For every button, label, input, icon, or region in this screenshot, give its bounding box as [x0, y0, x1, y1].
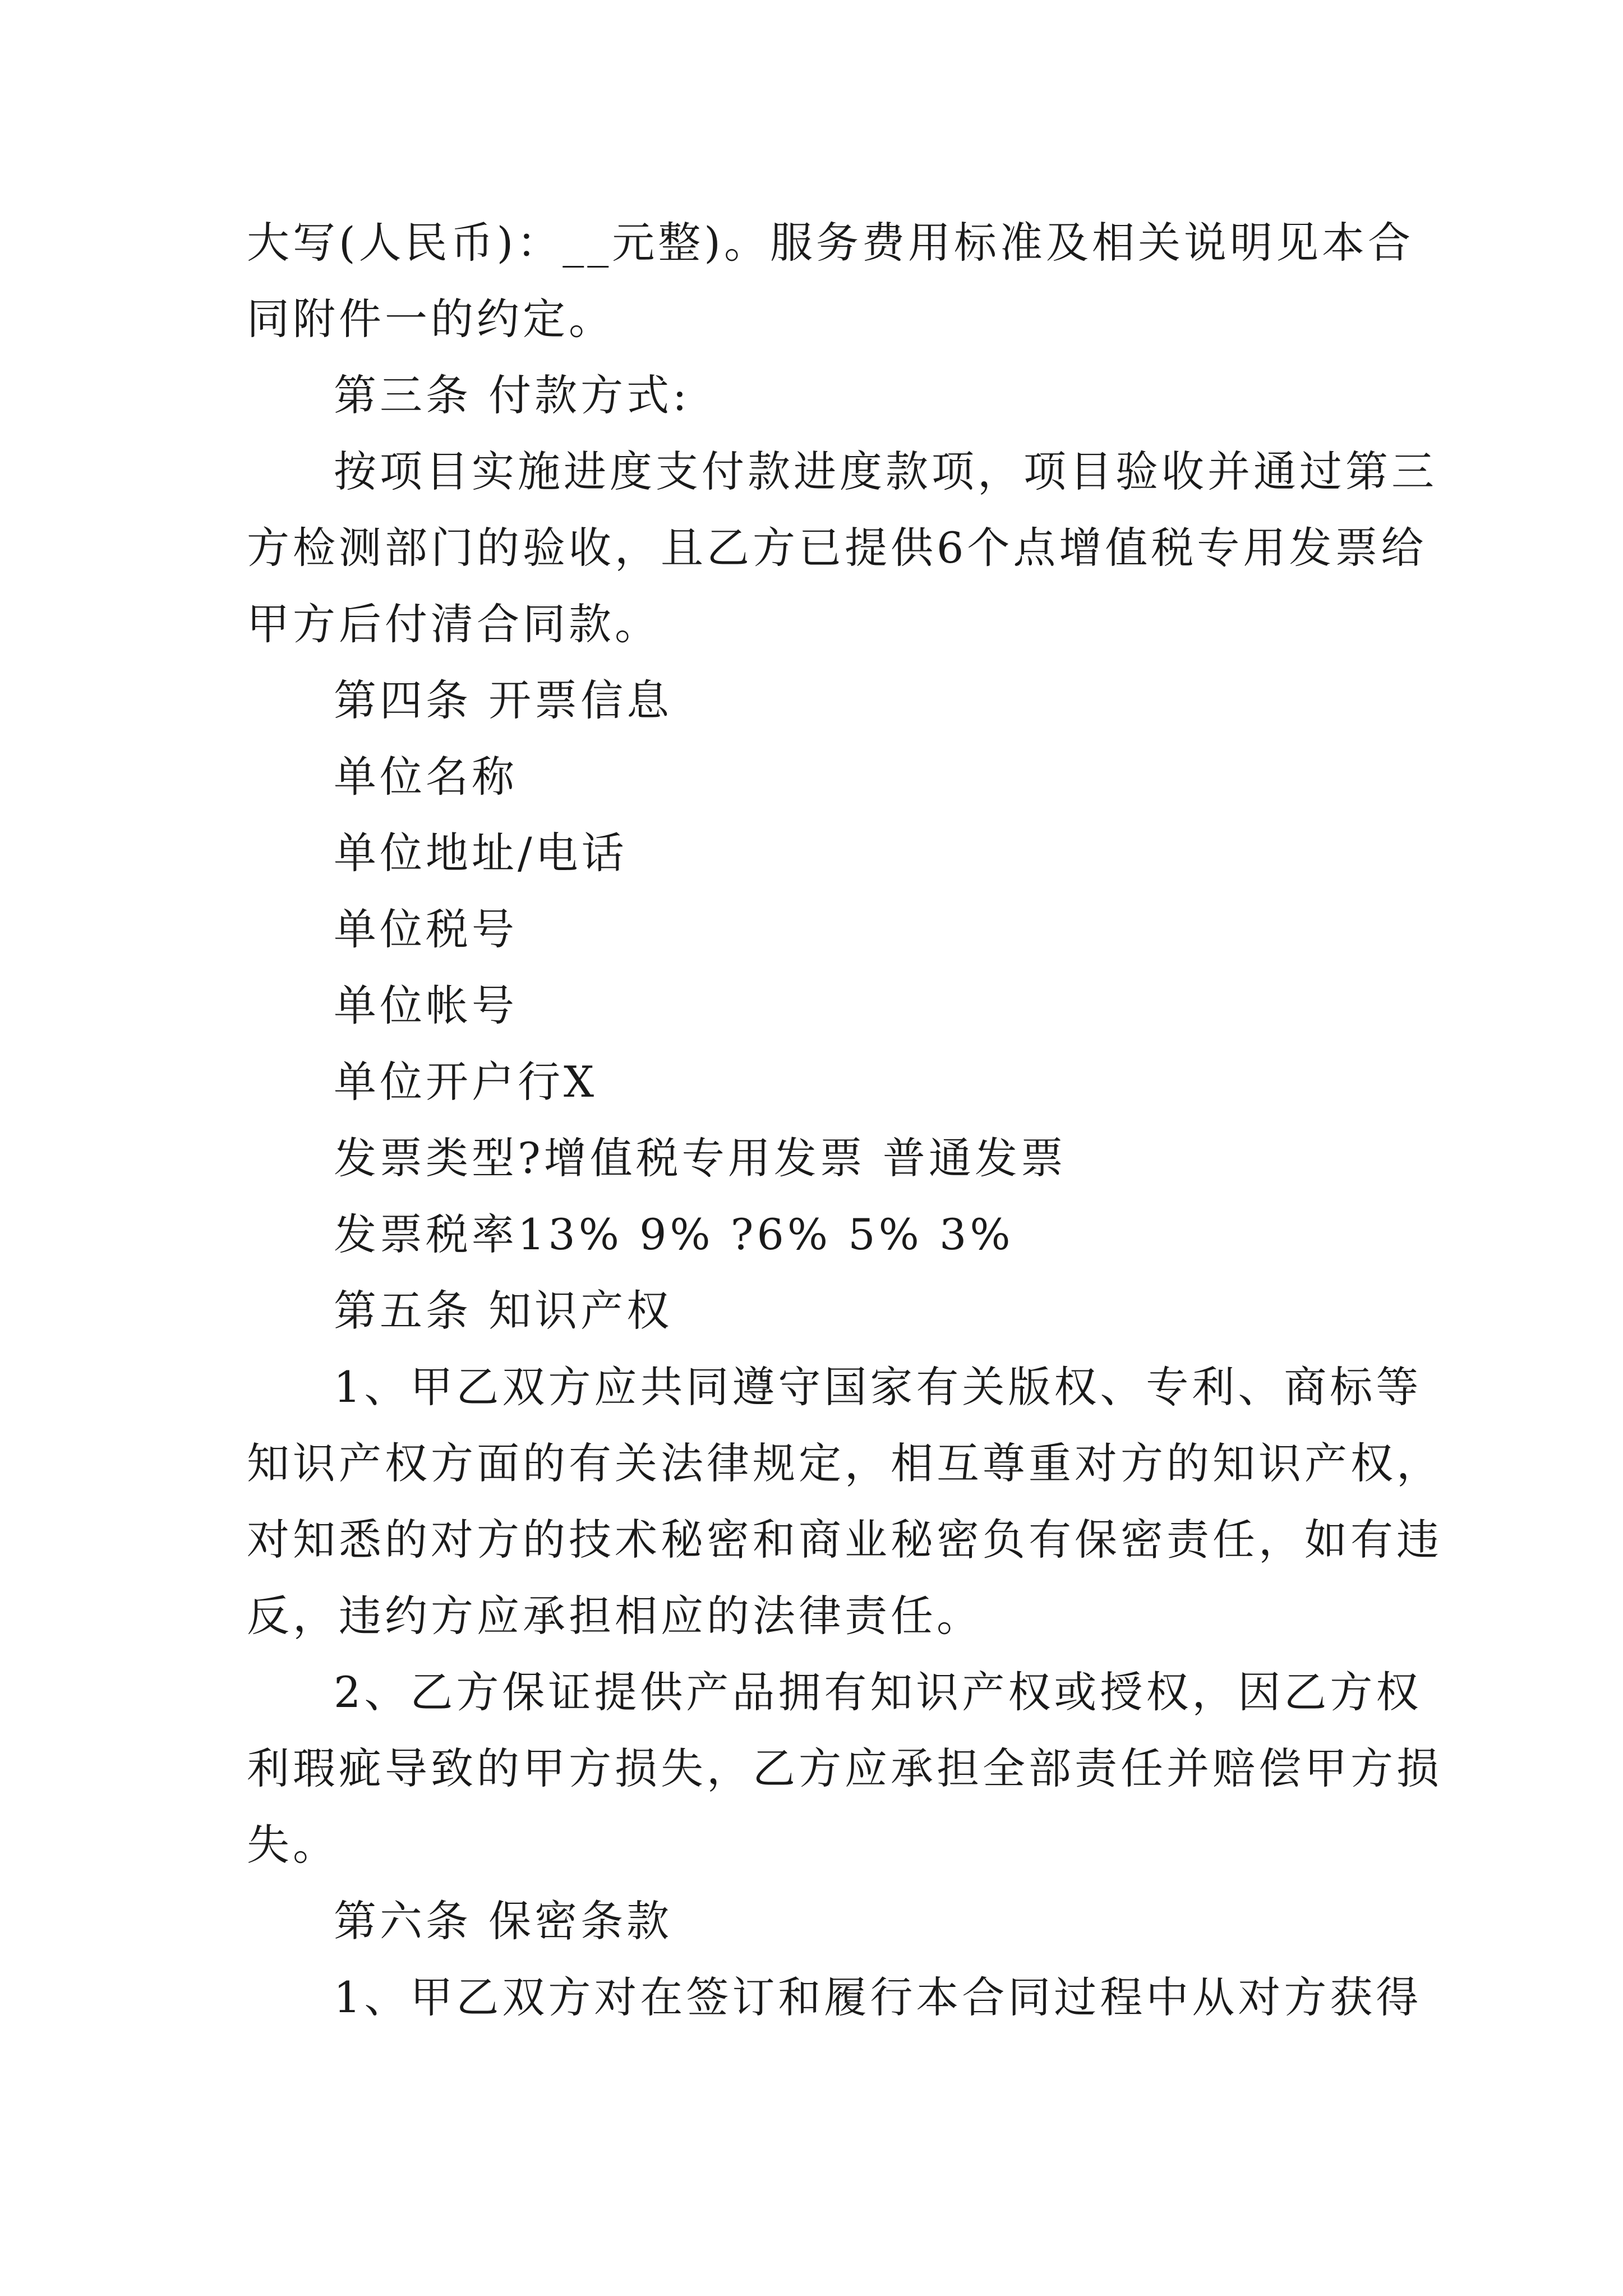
text-line-19: 反，违约方应承担相应的法律责任。 — [247, 1591, 983, 1641]
text-line-4: 按项目实施进度支付款进度款项，项目验收并通过第三 — [334, 447, 1437, 496]
text-line-16: 1、甲乙双方应共同遵守国家有关版权、专利、商标等 — [334, 1362, 1422, 1412]
invoice-account-number: 单位帐号 — [334, 981, 518, 1030]
text-line-1: 大写(人民币)：__元整)。服务费用标准及相关说明见本合 — [247, 218, 1414, 268]
text-line-17: 知识产权方面的有关法律规定，相互尊重对方的知识产权， — [247, 1438, 1442, 1488]
text-line-18: 对知悉的对方的技术秘密和商业秘密负有保密责任，如有违 — [247, 1515, 1442, 1565]
article-6-heading: 第六条 保密条款 — [334, 1896, 673, 1946]
text-line-5: 方检测部门的验收，且乙方已提供6个点增值税专用发票给 — [247, 523, 1427, 573]
article-3-heading: 第三条 付款方式: — [334, 370, 690, 420]
invoice-unit-name: 单位名称 — [334, 752, 518, 802]
text-line-21: 利瑕疵导致的甲方损失，乙方应承担全部责任并赔偿甲方损 — [247, 1743, 1442, 1793]
invoice-type: 发票类型?增值税专用发票 普通发票 — [334, 1133, 1067, 1183]
invoice-unit-address: 单位地址/电话 — [334, 828, 628, 878]
text-line-20: 2、乙方保证提供产品拥有知识产权或授权，因乙方权 — [334, 1667, 1422, 1717]
text-line-6: 甲方后付清合同款。 — [247, 599, 661, 649]
article-5-heading: 第五条 知识产权 — [334, 1286, 673, 1336]
text-line-2: 同附件一的约定。 — [247, 294, 615, 344]
text-line-22: 失。 — [247, 1820, 339, 1870]
invoice-tax-number: 单位税号 — [334, 904, 518, 954]
article-4-heading: 第四条 开票信息 — [334, 675, 673, 725]
text-line-24: 1、甲乙双方对在签订和履行本合同过程中从对方获得 — [334, 1972, 1422, 2022]
invoice-tax-rate: 发票税率13% 9% ?6% 5% 3% — [334, 1209, 1014, 1259]
invoice-bank: 单位开户行X — [334, 1057, 598, 1107]
